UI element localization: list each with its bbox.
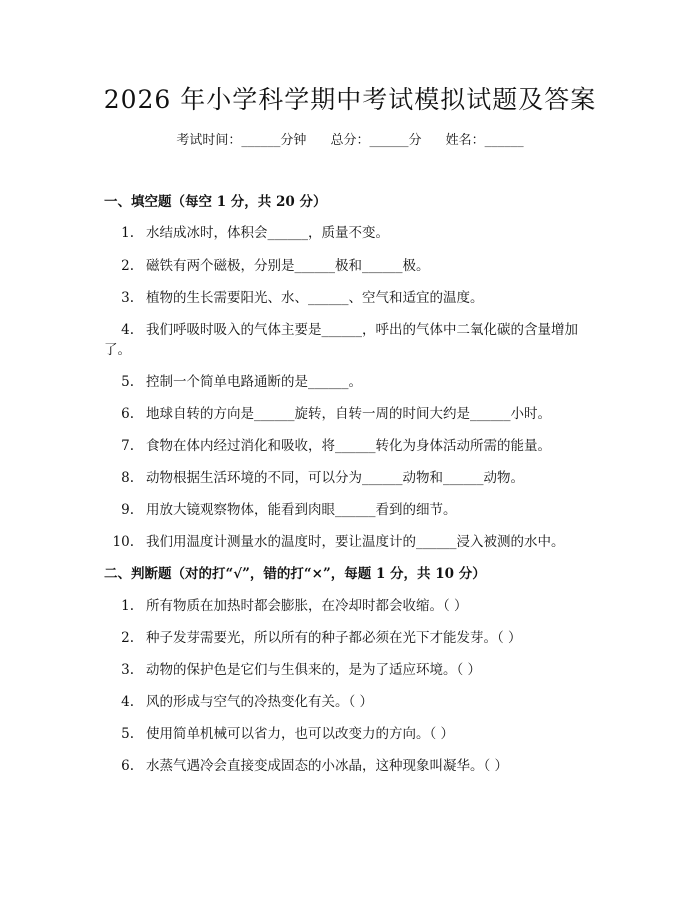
question-item <box>104 532 604 552</box>
question-number: 4. <box>121 322 134 338</box>
student-name-field: 姓名：______ <box>445 133 524 148</box>
question-item <box>104 223 604 243</box>
question-number: 1. <box>121 598 134 614</box>
page-title: 2026 年小学科学期中考试模拟试题及答案 <box>103 85 597 114</box>
question-item <box>104 256 604 276</box>
section-heading-fill-blank: 一、填空题（每空 1 分，共 20 分） <box>104 194 327 210</box>
question-text: 水蒸气遇冷会直接变成固态的小冰晶，这种现象叫凝华。（ ） <box>146 758 509 774</box>
question-number: 10. <box>112 534 134 550</box>
question-item <box>104 596 604 616</box>
question-number: 1. <box>121 225 134 241</box>
question-item <box>104 660 604 680</box>
question-number: 9. <box>121 502 134 518</box>
question-text: 我们用温度计测量水的温度时，要让温度计的______浸入被测的水中。 <box>146 534 565 550</box>
question-number: 3. <box>121 662 134 678</box>
question-text: 地球自转的方向是______旋转，自转一周的时间大约是______小时。 <box>146 406 551 422</box>
question-text: 植物的生长需要阳光、水、______、空气和适宜的温度。 <box>146 290 484 306</box>
question-item <box>104 320 604 360</box>
question-item <box>104 500 604 520</box>
question-item <box>104 372 604 392</box>
question-text: 水结成冰时，体积会______，质量不变。 <box>146 225 389 241</box>
question-text: 种子发芽需要光，所以所有的种子都必须在光下才能发芽。（ ） <box>146 630 522 646</box>
total-score-field: 总分：______分 <box>330 133 422 148</box>
question-text: 动物根据生活环境的不同，可以分为______动物和______动物。 <box>146 470 524 486</box>
question-item <box>104 628 604 648</box>
question-item <box>104 404 604 424</box>
question-text: 所有物质在加热时都会膨胀，在冷却时都会收缩。（ ） <box>146 598 468 614</box>
question-text: 磁铁有两个磁极，分别是______极和______极。 <box>146 258 430 274</box>
question-text: 用放大镜观察物体，能看到肉眼______看到的细节。 <box>146 502 457 518</box>
question-item <box>104 468 604 488</box>
question-number: 5. <box>121 374 134 390</box>
question-text: 风的形成与空气的冷热变化有关。（ ） <box>146 694 374 710</box>
question-text: 使用简单机械可以省力，也可以改变力的方向。（ ） <box>146 726 455 742</box>
question-number: 8. <box>121 470 134 486</box>
question-number: 2. <box>121 258 134 274</box>
question-number: 2. <box>121 630 134 646</box>
question-text: 控制一个简单电路通断的是______。 <box>146 374 362 390</box>
question-number: 3. <box>121 290 134 306</box>
question-text: 我们呼吸时吸入的气体主要是______，呼出的气体中二氧化碳的含量增加了。 <box>104 322 578 358</box>
exam-meta <box>0 131 700 151</box>
question-number: 7. <box>121 438 134 454</box>
section-heading-true-false: 二、判断题（对的打“√”，错的打“×”，每题 1 分，共 10 分） <box>104 566 486 582</box>
question-item <box>104 756 604 776</box>
question-number: 4. <box>121 694 134 710</box>
question-number: 6. <box>121 758 134 774</box>
question-text: 动物的保护色是它们与生俱来的，是为了适应环境。（ ） <box>146 662 482 678</box>
question-item <box>104 692 604 712</box>
question-item <box>104 436 604 456</box>
question-item <box>104 288 604 308</box>
question-number: 6. <box>121 406 134 422</box>
question-number: 5. <box>121 726 134 742</box>
exam-time-field: 考试时间：______分钟 <box>176 133 307 148</box>
question-item <box>104 724 604 744</box>
question-text: 食物在体内经过消化和吸收，将______转化为身体活动所需的能量。 <box>146 438 551 454</box>
